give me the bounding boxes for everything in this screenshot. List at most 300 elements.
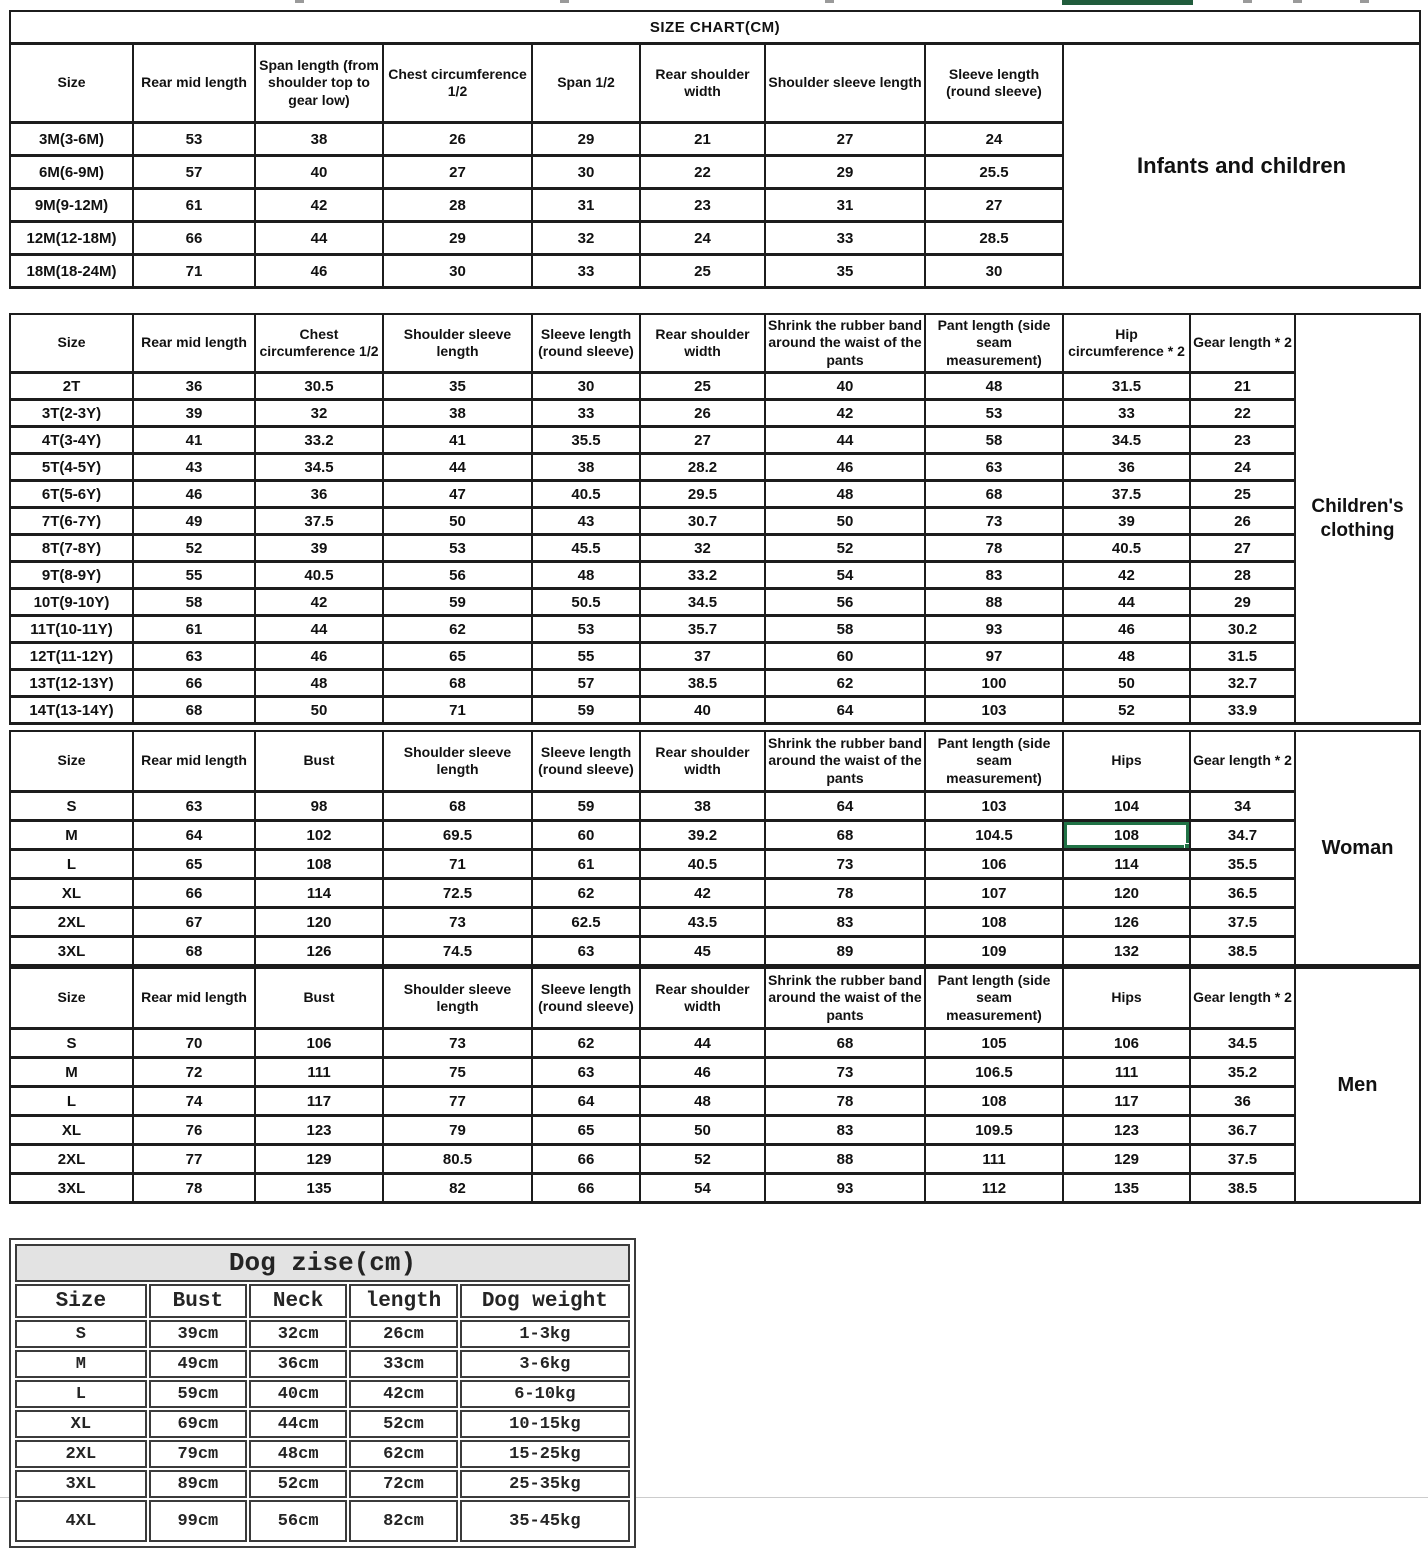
data-cell: 104.5 <box>925 821 1063 850</box>
data-cell: 109 <box>925 937 1063 966</box>
dog-column-header: Size <box>15 1284 147 1318</box>
data-cell: 59 <box>532 792 640 821</box>
data-cell: 26cm <box>349 1320 457 1348</box>
data-cell: 31 <box>532 189 640 222</box>
men-column-header: Gear length * 2 <box>1190 968 1295 1029</box>
table-row <box>10 643 1420 670</box>
data-cell: 35.5 <box>1190 850 1295 879</box>
data-cell: 53 <box>383 535 532 562</box>
sheet-column-highlight <box>1062 0 1193 5</box>
data-cell: 70 <box>133 1029 255 1058</box>
men-column-header: Shoulder sleeve length <box>383 968 532 1029</box>
data-cell: 114 <box>255 879 383 908</box>
data-cell: 44cm <box>249 1410 347 1438</box>
data-cell: 89 <box>765 937 925 966</box>
side-label-woman: Woman <box>1295 731 1420 966</box>
data-cell: 36 <box>133 373 255 400</box>
data-cell: 120 <box>255 908 383 937</box>
data-cell: 10-15kg <box>460 1410 630 1438</box>
data-cell: 62 <box>765 670 925 697</box>
data-cell: 25.5 <box>925 156 1063 189</box>
data-cell: 37.5 <box>1190 908 1295 937</box>
men-column-header: Rear shoulder width <box>640 968 765 1029</box>
data-cell: 39 <box>133 400 255 427</box>
children-column-header: Size <box>10 314 133 373</box>
table-row <box>10 670 1420 697</box>
data-cell: 52 <box>1063 697 1190 724</box>
data-cell: 39 <box>255 535 383 562</box>
data-cell: 40.5 <box>640 850 765 879</box>
data-cell: 60 <box>765 643 925 670</box>
data-cell: 1-3kg <box>460 1320 630 1348</box>
men-column-header: Sleeve length (round sleeve) <box>532 968 640 1029</box>
table-row <box>10 481 1420 508</box>
data-cell: 89cm <box>149 1470 247 1498</box>
data-cell: 80.5 <box>383 1145 532 1174</box>
data-cell: 73 <box>383 908 532 937</box>
data-cell: 49cm <box>149 1350 247 1378</box>
data-cell: 78 <box>133 1174 255 1203</box>
data-cell: 106 <box>255 1029 383 1058</box>
size-cell: S <box>15 1320 147 1348</box>
data-cell: 129 <box>255 1145 383 1174</box>
data-cell: 117 <box>255 1087 383 1116</box>
size-cell: 13T(12-13Y) <box>10 670 133 697</box>
table-row <box>10 589 1420 616</box>
children-column-header: Rear shoulder width <box>640 314 765 373</box>
data-cell: 38.5 <box>1190 937 1295 966</box>
data-cell: 45.5 <box>532 535 640 562</box>
data-cell: 32.7 <box>1190 670 1295 697</box>
table-row <box>10 1145 1420 1174</box>
woman-column-header: Rear shoulder width <box>640 731 765 792</box>
size-cell: 9T(8-9Y) <box>10 562 133 589</box>
size-cell: M <box>15 1350 147 1378</box>
data-cell: 69.5 <box>383 821 532 850</box>
data-cell: 34.5 <box>1063 427 1190 454</box>
data-cell: 111 <box>1063 1058 1190 1087</box>
size-cell: 4T(3-4Y) <box>10 427 133 454</box>
data-cell: 52 <box>133 535 255 562</box>
size-cell: 4XL <box>15 1500 147 1542</box>
data-cell: 35 <box>765 255 925 288</box>
data-cell: 53 <box>925 400 1063 427</box>
data-cell: 135 <box>255 1174 383 1203</box>
data-cell: 34.5 <box>255 454 383 481</box>
woman-column-header: Bust <box>255 731 383 792</box>
table-row <box>10 821 1420 850</box>
men-column-header: Bust <box>255 968 383 1029</box>
data-cell: 65 <box>532 1116 640 1145</box>
data-cell: 62cm <box>349 1440 457 1468</box>
table-row <box>10 1174 1420 1203</box>
size-chart-title: SIZE CHART(CM) <box>10 11 1420 44</box>
data-cell: 99cm <box>149 1500 247 1542</box>
data-cell: 126 <box>1063 908 1190 937</box>
size-cell: L <box>10 850 133 879</box>
data-cell: 126 <box>255 937 383 966</box>
size-cell: L <box>10 1087 133 1116</box>
data-cell: 88 <box>765 1145 925 1174</box>
data-cell: 40 <box>640 697 765 724</box>
data-cell: 40.5 <box>255 562 383 589</box>
data-cell: 59 <box>532 697 640 724</box>
table-row <box>10 1058 1420 1087</box>
data-cell: 31.5 <box>1190 643 1295 670</box>
data-cell: 29 <box>383 222 532 255</box>
data-cell: 64 <box>765 697 925 724</box>
men-column-header: Size <box>10 968 133 1029</box>
data-cell: 32cm <box>249 1320 347 1348</box>
data-cell: 123 <box>1063 1116 1190 1145</box>
table-row <box>10 1087 1420 1116</box>
data-cell: 72.5 <box>383 879 532 908</box>
size-cell: M <box>10 1058 133 1087</box>
data-cell: 82cm <box>349 1500 457 1542</box>
data-cell: 66 <box>133 879 255 908</box>
data-cell: 48 <box>640 1087 765 1116</box>
data-cell: 129 <box>1063 1145 1190 1174</box>
data-cell: 37.5 <box>255 508 383 535</box>
data-cell: 42 <box>255 189 383 222</box>
data-cell: 33.2 <box>255 427 383 454</box>
data-cell: 37.5 <box>1190 1145 1295 1174</box>
data-cell: 100 <box>925 670 1063 697</box>
children-column-header: Shrink the rubber band around the waist of the pants <box>765 314 925 373</box>
active-cell[interactable]: 108 <box>1063 821 1190 850</box>
size-cell: XL <box>10 1116 133 1145</box>
grid-tick <box>1360 0 1369 3</box>
men-column-header: Pant length (side seam measurement) <box>925 968 1063 1029</box>
data-cell: 39 <box>1063 508 1190 535</box>
data-cell: 63 <box>133 643 255 670</box>
data-cell: 48 <box>765 481 925 508</box>
data-cell: 62 <box>532 1029 640 1058</box>
data-cell: 53 <box>532 616 640 643</box>
data-cell: 33.9 <box>1190 697 1295 724</box>
data-cell: 32 <box>532 222 640 255</box>
dog-table-container <box>9 1238 636 1548</box>
size-cell: 9M(9-12M) <box>10 189 133 222</box>
data-cell: 26 <box>383 123 532 156</box>
data-cell: 75 <box>383 1058 532 1087</box>
data-cell: 46 <box>133 481 255 508</box>
data-cell: 48 <box>255 670 383 697</box>
size-cell: 3XL <box>15 1470 147 1498</box>
data-cell: 21 <box>1190 373 1295 400</box>
table-row <box>10 616 1420 643</box>
data-cell: 66 <box>133 670 255 697</box>
data-cell: 54 <box>765 562 925 589</box>
data-cell: 36.7 <box>1190 1116 1295 1145</box>
data-cell: 83 <box>765 908 925 937</box>
table-row <box>10 792 1420 821</box>
table-row <box>10 508 1420 535</box>
data-cell: 34.5 <box>1190 1029 1295 1058</box>
data-cell: 68 <box>133 697 255 724</box>
data-cell: 30.5 <box>255 373 383 400</box>
data-cell: 23 <box>640 189 765 222</box>
data-cell: 93 <box>765 1174 925 1203</box>
data-cell: 25-35kg <box>460 1470 630 1498</box>
data-cell: 29.5 <box>640 481 765 508</box>
grid-tick <box>825 0 834 3</box>
data-cell: 68 <box>765 821 925 850</box>
data-cell: 108 <box>255 850 383 879</box>
data-cell: 40.5 <box>532 481 640 508</box>
data-cell: 68 <box>133 937 255 966</box>
data-cell: 38 <box>640 792 765 821</box>
spacer <box>9 1204 1419 1238</box>
size-cell: S <box>10 792 133 821</box>
children-column-header: Chest circumference 1/2 <box>255 314 383 373</box>
grid-tick <box>1243 0 1252 3</box>
data-cell: 42 <box>640 879 765 908</box>
data-cell: 74 <box>133 1087 255 1116</box>
size-cell: 5T(4-5Y) <box>10 454 133 481</box>
data-cell: 43 <box>133 454 255 481</box>
data-cell: 48 <box>532 562 640 589</box>
data-cell: 15-25kg <box>460 1440 630 1468</box>
data-cell: 93 <box>925 616 1063 643</box>
data-cell: 61 <box>532 850 640 879</box>
data-cell: 63 <box>133 792 255 821</box>
data-cell: 27 <box>765 123 925 156</box>
data-cell: 69cm <box>149 1410 247 1438</box>
data-cell: 34.5 <box>640 589 765 616</box>
data-cell: 62 <box>383 616 532 643</box>
size-cell: 12M(12-18M) <box>10 222 133 255</box>
data-cell: 26 <box>1190 508 1295 535</box>
data-cell: 33 <box>532 255 640 288</box>
data-cell: 6-10kg <box>460 1380 630 1408</box>
data-cell: 77 <box>383 1087 532 1116</box>
data-cell: 46 <box>255 643 383 670</box>
data-cell: 78 <box>925 535 1063 562</box>
data-cell: 43 <box>532 508 640 535</box>
data-cell: 55 <box>133 562 255 589</box>
data-cell: 72cm <box>349 1470 457 1498</box>
size-cell: 12T(11-12Y) <box>10 643 133 670</box>
data-cell: 58 <box>133 589 255 616</box>
table-row <box>10 400 1420 427</box>
data-cell: 33 <box>1063 400 1190 427</box>
data-cell: 56 <box>765 589 925 616</box>
data-cell: 52 <box>765 535 925 562</box>
data-cell: 73 <box>925 508 1063 535</box>
data-cell: 62 <box>532 879 640 908</box>
infants-column-header: Span 1/2 <box>532 44 640 123</box>
size-cell: 8T(7-8Y) <box>10 535 133 562</box>
data-cell: 53 <box>133 123 255 156</box>
data-cell: 38 <box>255 123 383 156</box>
data-cell: 32 <box>255 400 383 427</box>
woman-column-header: Gear length * 2 <box>1190 731 1295 792</box>
data-cell: 25 <box>1190 481 1295 508</box>
children-size-table <box>9 313 1421 725</box>
data-cell: 29 <box>532 123 640 156</box>
data-cell: 55 <box>532 643 640 670</box>
children-column-header: Pant length (side seam measurement) <box>925 314 1063 373</box>
data-cell: 73 <box>765 850 925 879</box>
data-cell: 34 <box>1190 792 1295 821</box>
data-cell: 47 <box>383 481 532 508</box>
table-row <box>10 1116 1420 1145</box>
data-cell: 60 <box>532 821 640 850</box>
size-cell: 3XL <box>10 937 133 966</box>
woman-column-header: Shoulder sleeve length <box>383 731 532 792</box>
data-cell: 30 <box>532 156 640 189</box>
data-cell: 103 <box>925 792 1063 821</box>
data-cell: 35-45kg <box>460 1500 630 1542</box>
woman-column-header: Hips <box>1063 731 1190 792</box>
data-cell: 44 <box>640 1029 765 1058</box>
data-cell: 66 <box>532 1145 640 1174</box>
data-cell: 48 <box>1063 643 1190 670</box>
data-cell: 42cm <box>349 1380 457 1408</box>
data-cell: 77 <box>133 1145 255 1174</box>
data-cell: 68 <box>383 792 532 821</box>
table-row <box>10 535 1420 562</box>
data-cell: 40cm <box>249 1380 347 1408</box>
size-cell: 14T(13-14Y) <box>10 697 133 724</box>
data-cell: 63 <box>532 937 640 966</box>
data-cell: 48cm <box>249 1440 347 1468</box>
data-cell: 103 <box>925 697 1063 724</box>
men-size-table <box>9 967 1421 1204</box>
data-cell: 35.5 <box>532 427 640 454</box>
dog-column-header: Bust <box>149 1284 247 1318</box>
data-cell: 132 <box>1063 937 1190 966</box>
data-cell: 135 <box>1063 1174 1190 1203</box>
data-cell: 64 <box>532 1087 640 1116</box>
data-cell: 44 <box>765 427 925 454</box>
children-column-header: Rear mid length <box>133 314 255 373</box>
data-cell: 50 <box>1063 670 1190 697</box>
data-cell: 54 <box>640 1174 765 1203</box>
data-cell: 46 <box>1063 616 1190 643</box>
data-cell: 108 <box>925 1087 1063 1116</box>
data-cell: 27 <box>1190 535 1295 562</box>
children-column-header: Sleeve length (round sleeve) <box>532 314 640 373</box>
dog-column-header: Neck <box>249 1284 347 1318</box>
dog-size-table <box>13 1242 632 1544</box>
data-cell: 58 <box>925 427 1063 454</box>
data-cell: 71 <box>383 850 532 879</box>
data-cell: 73 <box>765 1058 925 1087</box>
men-column-header: Shrink the rubber band around the waist of the pants <box>765 968 925 1029</box>
table-row <box>10 697 1420 724</box>
table-row <box>10 562 1420 589</box>
children-column-header: Gear length * 2 <box>1190 314 1295 373</box>
size-cell: 10T(9-10Y) <box>10 589 133 616</box>
data-cell: 104 <box>1063 792 1190 821</box>
data-cell: 98 <box>255 792 383 821</box>
data-cell: 42 <box>1063 562 1190 589</box>
data-cell: 27 <box>925 189 1063 222</box>
data-cell: 50 <box>765 508 925 535</box>
data-cell: 22 <box>640 156 765 189</box>
data-cell: 112 <box>925 1174 1063 1203</box>
dog-column-header: Dog weight <box>460 1284 630 1318</box>
data-cell: 29 <box>1190 589 1295 616</box>
size-cell: L <box>15 1380 147 1408</box>
infants-column-header: Chest circumference 1/2 <box>383 44 532 123</box>
data-cell: 109.5 <box>925 1116 1063 1145</box>
woman-column-header: Shrink the rubber band around the waist of the pants <box>765 731 925 792</box>
table-row <box>10 937 1420 966</box>
data-cell: 102 <box>255 821 383 850</box>
data-cell: 73 <box>383 1029 532 1058</box>
data-cell: 50.5 <box>532 589 640 616</box>
woman-size-table <box>9 730 1421 967</box>
data-cell: 65 <box>383 643 532 670</box>
data-cell: 56cm <box>249 1500 347 1542</box>
data-cell: 24 <box>1190 454 1295 481</box>
data-cell: 120 <box>1063 879 1190 908</box>
data-cell: 40.5 <box>1063 535 1190 562</box>
data-cell: 83 <box>925 562 1063 589</box>
data-cell: 46 <box>640 1058 765 1087</box>
size-cell: 3M(3-6M) <box>10 123 133 156</box>
data-cell: 111 <box>255 1058 383 1087</box>
data-cell: 50 <box>640 1116 765 1145</box>
dog-table-title: Dog zise(cm) <box>15 1244 630 1282</box>
data-cell: 39.2 <box>640 821 765 850</box>
data-cell: 62.5 <box>532 908 640 937</box>
data-cell: 59cm <box>149 1380 247 1408</box>
data-cell: 71 <box>383 697 532 724</box>
size-cell: 2XL <box>15 1440 147 1468</box>
data-cell: 82 <box>383 1174 532 1203</box>
data-cell: 68 <box>925 481 1063 508</box>
data-cell: 64 <box>765 792 925 821</box>
data-cell: 68 <box>383 670 532 697</box>
data-cell: 30 <box>532 373 640 400</box>
data-cell: 66 <box>133 222 255 255</box>
data-cell: 79 <box>383 1116 532 1145</box>
size-cell: 11T(10-11Y) <box>10 616 133 643</box>
data-cell: 31 <box>765 189 925 222</box>
data-cell: 26 <box>640 400 765 427</box>
data-cell: 46 <box>255 255 383 288</box>
size-cell: M <box>10 821 133 850</box>
data-cell: 23 <box>1190 427 1295 454</box>
size-cell: XL <box>10 879 133 908</box>
data-cell: 106 <box>1063 1029 1190 1058</box>
data-cell: 57 <box>133 156 255 189</box>
side-label-infants: Infants and children <box>1063 44 1420 288</box>
men-table-container <box>9 967 1419 1204</box>
table-row <box>15 1440 630 1468</box>
woman-table-container <box>9 730 1419 967</box>
grid-tick <box>295 0 304 3</box>
data-cell: 57 <box>532 670 640 697</box>
table-row <box>10 427 1420 454</box>
data-cell: 65 <box>133 850 255 879</box>
size-cell: 6M(6-9M) <box>10 156 133 189</box>
size-cell: 7T(6-7Y) <box>10 508 133 535</box>
data-cell: 114 <box>1063 850 1190 879</box>
data-cell: 33cm <box>349 1350 457 1378</box>
data-cell: 38 <box>532 454 640 481</box>
data-cell: 83 <box>765 1116 925 1145</box>
table-row <box>10 850 1420 879</box>
grid-tick <box>1293 0 1302 3</box>
data-cell: 30 <box>925 255 1063 288</box>
data-cell: 71 <box>133 255 255 288</box>
table-row <box>10 1029 1420 1058</box>
